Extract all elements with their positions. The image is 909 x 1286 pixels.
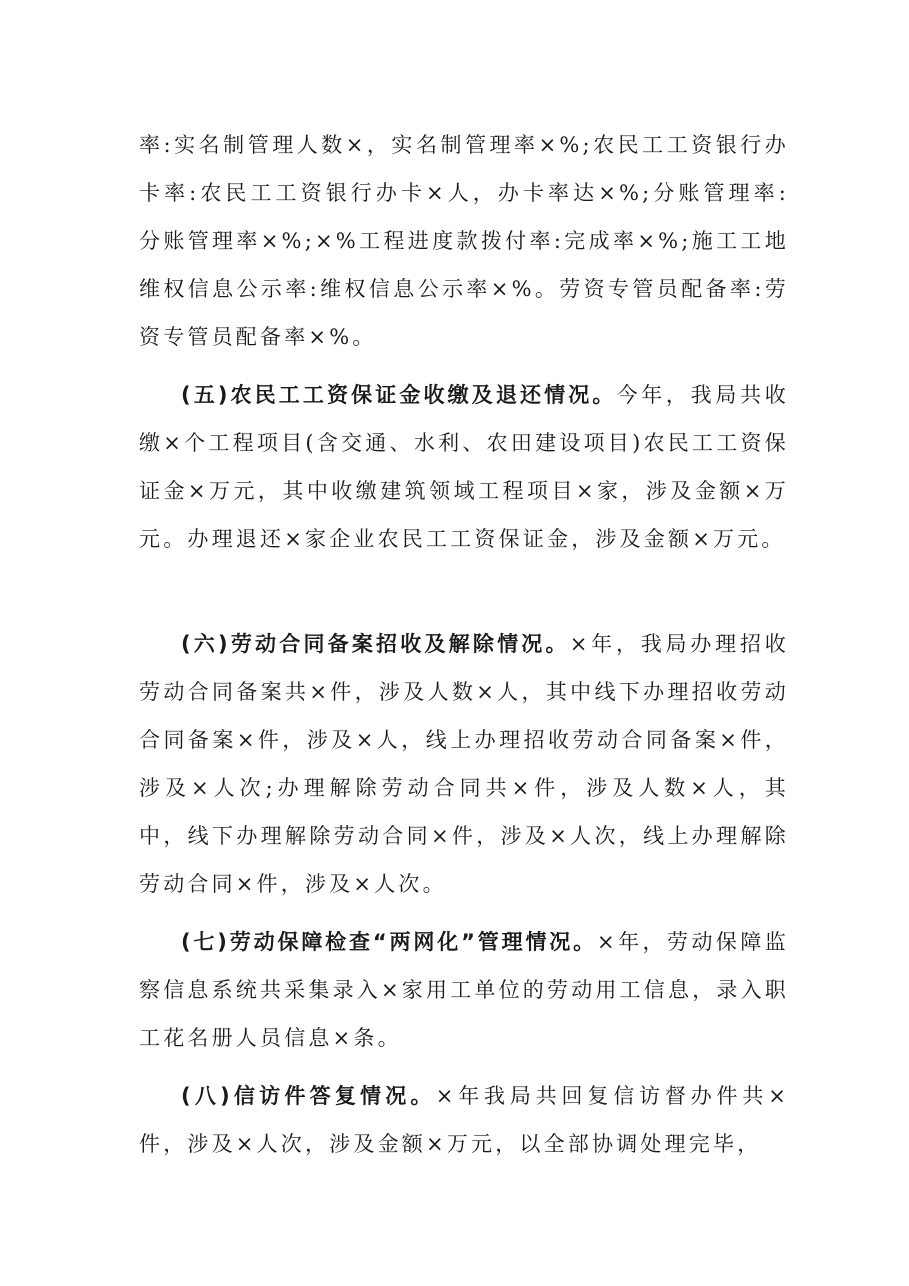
section-heading: (八)信访件答复情况。: [181, 1084, 436, 1108]
paragraph-section-8: [139, 1072, 789, 1168]
paragraph-continued: [139, 121, 789, 361]
paragraph-body: ×年我局共回复信访督办件共×件，涉及×人次，涉及金额×万元，以全部协调处理完毕，: [139, 1084, 789, 1156]
paragraph-body: ×年，我局办理招收劳动合同备案共×件，涉及人数×人，其中线下办理招收劳动合同备案×件，涉及×人，线上办理招收劳动合同备案×件，涉及×人次;办理解除劳动合同共×件，涉及人数×人，其中，线下办理解除劳动合同×件，涉及×人次，线上办理解除劳动合同×件，涉及×人次。: [139, 632, 789, 896]
paragraph-section-5: [139, 371, 789, 563]
paragraph-body: 今年，我局共收缴×个工程项目(含交通、水利、农田建设项目)农民工工资保证金×万元，其中收缴建筑领域工程项目×家，涉及金额×万元。办理退还×家企业农民工工资保证金，涉及金额×万元。: [139, 383, 790, 551]
section-heading: (五)农民工工资保证金收缴及退还情况。: [181, 383, 617, 407]
paragraph-body: ×年，劳动保障监察信息系统共采集录入×家用工单位的劳动用工信息，录入职工花名册人员信息×条。: [139, 930, 790, 1050]
section-heading: (七)劳动保障检查“两网化”管理情况。: [181, 930, 598, 954]
paragraph-section-6: [139, 620, 789, 908]
section-heading: (六)劳动合同备案招收及解除情况。: [181, 632, 570, 656]
paragraph-body: 率:实名制管理人数×，实名制管理率×%;农民工工资银行办卡率:农民工工资银行办卡×人，办卡率达×%;分账管理率:分账管理率×%;×%工程进度款拨付率:完成率×%;施工工地维权信息公示率:维权信息公示率×%。劳资专管员配备率:劳资专管员配备率×%。: [139, 133, 789, 349]
paragraph-section-7: [139, 918, 789, 1062]
